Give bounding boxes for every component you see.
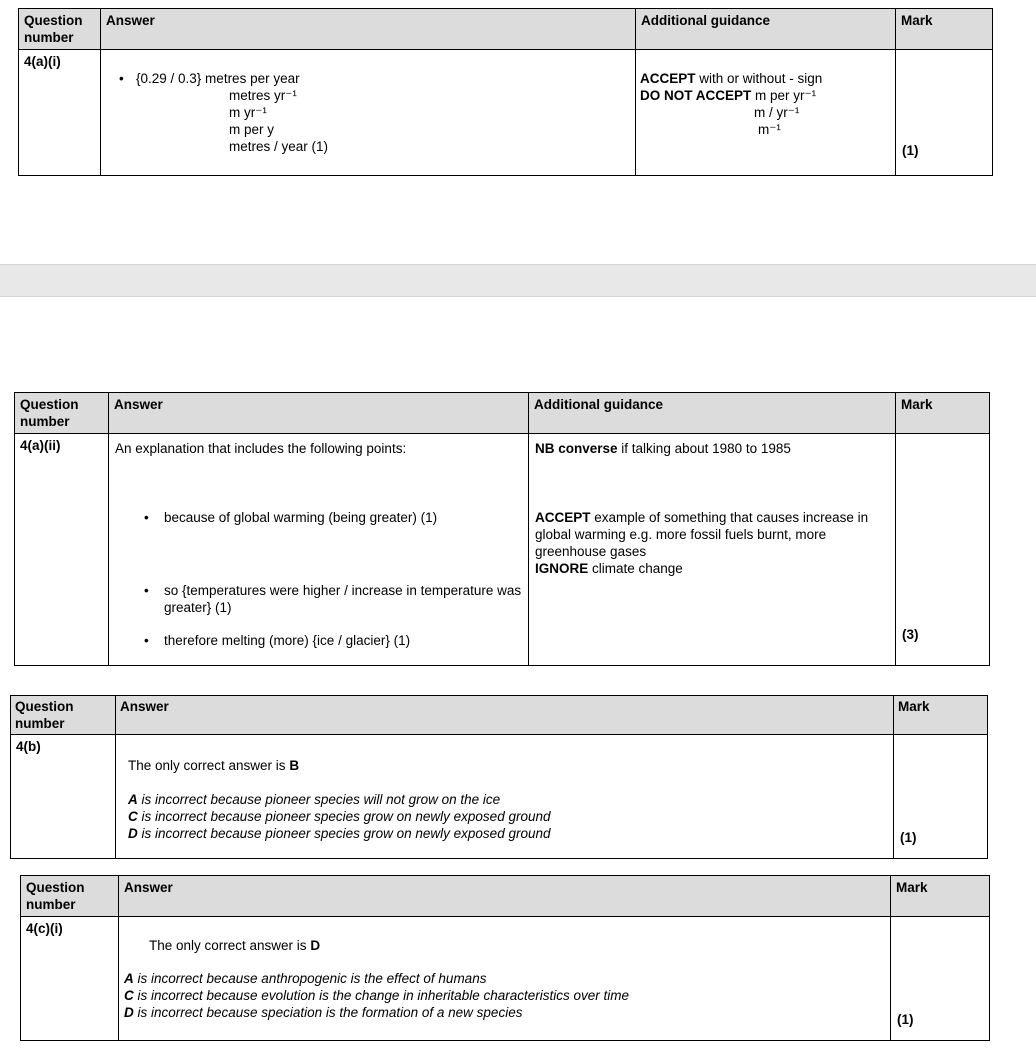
t3-option-d bbox=[128, 825, 887, 842]
bullet-icon: • bbox=[119, 71, 124, 86]
do-not-accept-keyword: DO NOT ACCEPT bbox=[640, 88, 752, 103]
t1-mark-cell bbox=[896, 50, 993, 176]
t2-answer-bullets bbox=[144, 509, 522, 649]
t4-option-d bbox=[124, 1004, 884, 1021]
option-letter: C bbox=[128, 809, 138, 824]
t4-header-answer: Answer bbox=[119, 876, 891, 917]
t1-answer-alt-line: m yr⁻¹ bbox=[229, 105, 267, 120]
option-text: is incorrect because pioneer species grow on newly exposed ground bbox=[137, 809, 551, 824]
t3-header-question-number: Question number bbox=[11, 696, 116, 735]
t3-question-number: 4(b) bbox=[16, 739, 41, 754]
t1-answer-cell bbox=[101, 50, 636, 176]
do-not-accept-text: m per yr⁻¹ bbox=[751, 88, 817, 103]
mark-scheme-table-4aii bbox=[14, 392, 990, 666]
t2-answer-bullet-1 bbox=[144, 509, 522, 526]
option-letter: D bbox=[128, 826, 138, 841]
t2-answer-point-2: so {temperatures were higher / increase in temperature was greater} (1) bbox=[164, 583, 522, 615]
t1-guidance-cell bbox=[636, 50, 896, 176]
mark-scheme-table-4ai bbox=[18, 8, 993, 176]
t1-answer-alt-line: metres yr⁻¹ bbox=[229, 88, 297, 103]
ignore-keyword: IGNORE bbox=[535, 561, 589, 576]
t4-question-number: 4(c)(i) bbox=[26, 921, 63, 936]
t2-mark-cell bbox=[896, 434, 990, 666]
mark-scheme-table-4b bbox=[10, 695, 988, 859]
option-text: is incorrect because anthropogenic is the effect of humans bbox=[133, 971, 487, 986]
correct-answer-text: The only correct answer is bbox=[128, 758, 290, 773]
t2-answer-point-3: therefore melting (more) {ice / glacier} (1) bbox=[164, 633, 411, 648]
t1-header-question-number: Question number bbox=[19, 9, 101, 50]
t2-header-question-number: Question number bbox=[15, 393, 109, 434]
ignore-text: climate change bbox=[588, 561, 683, 576]
option-text: is incorrect because evolution is the change in inheritable characteristics over time bbox=[133, 988, 629, 1003]
t3-header-mark: Mark bbox=[894, 696, 988, 735]
nb-keyword: NB converse bbox=[535, 441, 618, 456]
t2-guidance-ignore bbox=[535, 560, 889, 577]
t3-correct-answer-line bbox=[128, 757, 887, 774]
t1-question-number-cell bbox=[19, 50, 101, 176]
t1-question-number: 4(a)(i) bbox=[24, 54, 61, 69]
bullet-icon: • bbox=[144, 583, 149, 598]
t2-header-mark: Mark bbox=[896, 393, 990, 434]
t2-guidance-nb bbox=[535, 440, 889, 457]
t2-question-number-cell bbox=[15, 434, 109, 666]
correct-answer-letter: D bbox=[310, 938, 321, 953]
t4-header-mark: Mark bbox=[891, 876, 990, 917]
t3-option-c bbox=[128, 808, 887, 825]
t2-question-number: 4(a)(ii) bbox=[20, 438, 61, 453]
t4-option-c bbox=[124, 987, 884, 1004]
t2-header-additional-guidance: Additional guidance bbox=[529, 393, 896, 434]
t1-answer-bullet-line bbox=[119, 70, 631, 87]
t3-mark: (1) bbox=[900, 830, 917, 845]
t2-header-answer: Answer bbox=[109, 393, 529, 434]
t3-option-explanations bbox=[128, 791, 887, 842]
t1-header-mark: Mark bbox=[896, 9, 993, 50]
option-letter: C bbox=[124, 988, 134, 1003]
t3-mark-cell bbox=[894, 735, 988, 859]
t1-mark: (1) bbox=[902, 143, 919, 158]
option-text: is incorrect because pioneer species grow on newly exposed ground bbox=[137, 826, 551, 841]
t1-guidance-do-not-accept bbox=[640, 87, 891, 104]
t4-option-a bbox=[124, 970, 884, 987]
t2-answer-intro: An explanation that includes the following points: bbox=[115, 441, 407, 456]
t1-guidance-alt-line: m / yr⁻¹ bbox=[754, 105, 800, 120]
accept-keyword: ACCEPT bbox=[640, 71, 696, 86]
accept-keyword: ACCEPT bbox=[535, 510, 591, 525]
t4-answer-cell bbox=[119, 917, 891, 1041]
option-text: is incorrect because pioneer species will not grow on the ice bbox=[137, 792, 501, 807]
t1-guidance-alt-line: m⁻¹ bbox=[758, 122, 781, 137]
nb-text: if talking about 1980 to 1985 bbox=[617, 441, 791, 456]
t1-guidance-accept bbox=[640, 70, 891, 87]
bullet-icon: • bbox=[144, 510, 149, 525]
option-letter: A bbox=[128, 792, 138, 807]
t4-question-number-cell bbox=[21, 917, 119, 1041]
t2-guidance-cell bbox=[529, 434, 896, 666]
t2-mark: (3) bbox=[902, 627, 919, 642]
correct-answer-text: The only correct answer is bbox=[149, 938, 311, 953]
t4-correct-answer-line bbox=[149, 937, 884, 954]
page-separator bbox=[0, 264, 1036, 297]
t4-mark: (1) bbox=[897, 1012, 914, 1027]
option-letter: A bbox=[124, 971, 134, 986]
bullet-icon: • bbox=[144, 633, 149, 648]
t2-answer-bullet-2 bbox=[144, 582, 522, 616]
t1-answer-alt-line: m per y bbox=[229, 122, 275, 137]
correct-answer-letter: B bbox=[289, 758, 300, 773]
accept-text: with or without - sign bbox=[695, 71, 823, 86]
t4-option-explanations bbox=[124, 970, 884, 1021]
option-text: is incorrect because speciation is the formation of a new species bbox=[133, 1005, 523, 1020]
t3-question-number-cell bbox=[11, 735, 116, 859]
t3-option-a bbox=[128, 791, 887, 808]
t2-answer-point-1: because of global warming (being greater) (1) bbox=[164, 510, 438, 525]
t1-header-additional-guidance: Additional guidance bbox=[636, 9, 896, 50]
t3-header-answer: Answer bbox=[116, 696, 894, 735]
t2-answer-cell bbox=[109, 434, 529, 666]
t2-guidance-accept bbox=[535, 509, 889, 560]
t2-answer-bullet-3 bbox=[144, 632, 522, 649]
t1-answer-alt-line: metres / year (1) bbox=[229, 139, 329, 154]
option-letter: D bbox=[124, 1005, 134, 1020]
accept-text: example of something that causes increase in global warming e.g. more fossil fuels burnt, more greenhouse gases bbox=[535, 510, 869, 559]
t4-header-question-number: Question number bbox=[21, 876, 119, 917]
mark-scheme-table-4ci bbox=[20, 875, 990, 1041]
t1-header-answer: Answer bbox=[101, 9, 636, 50]
t1-answer-line-1: {0.29 / 0.3} metres per year bbox=[136, 71, 300, 86]
t3-answer-cell bbox=[116, 735, 894, 859]
t4-mark-cell bbox=[891, 917, 990, 1041]
